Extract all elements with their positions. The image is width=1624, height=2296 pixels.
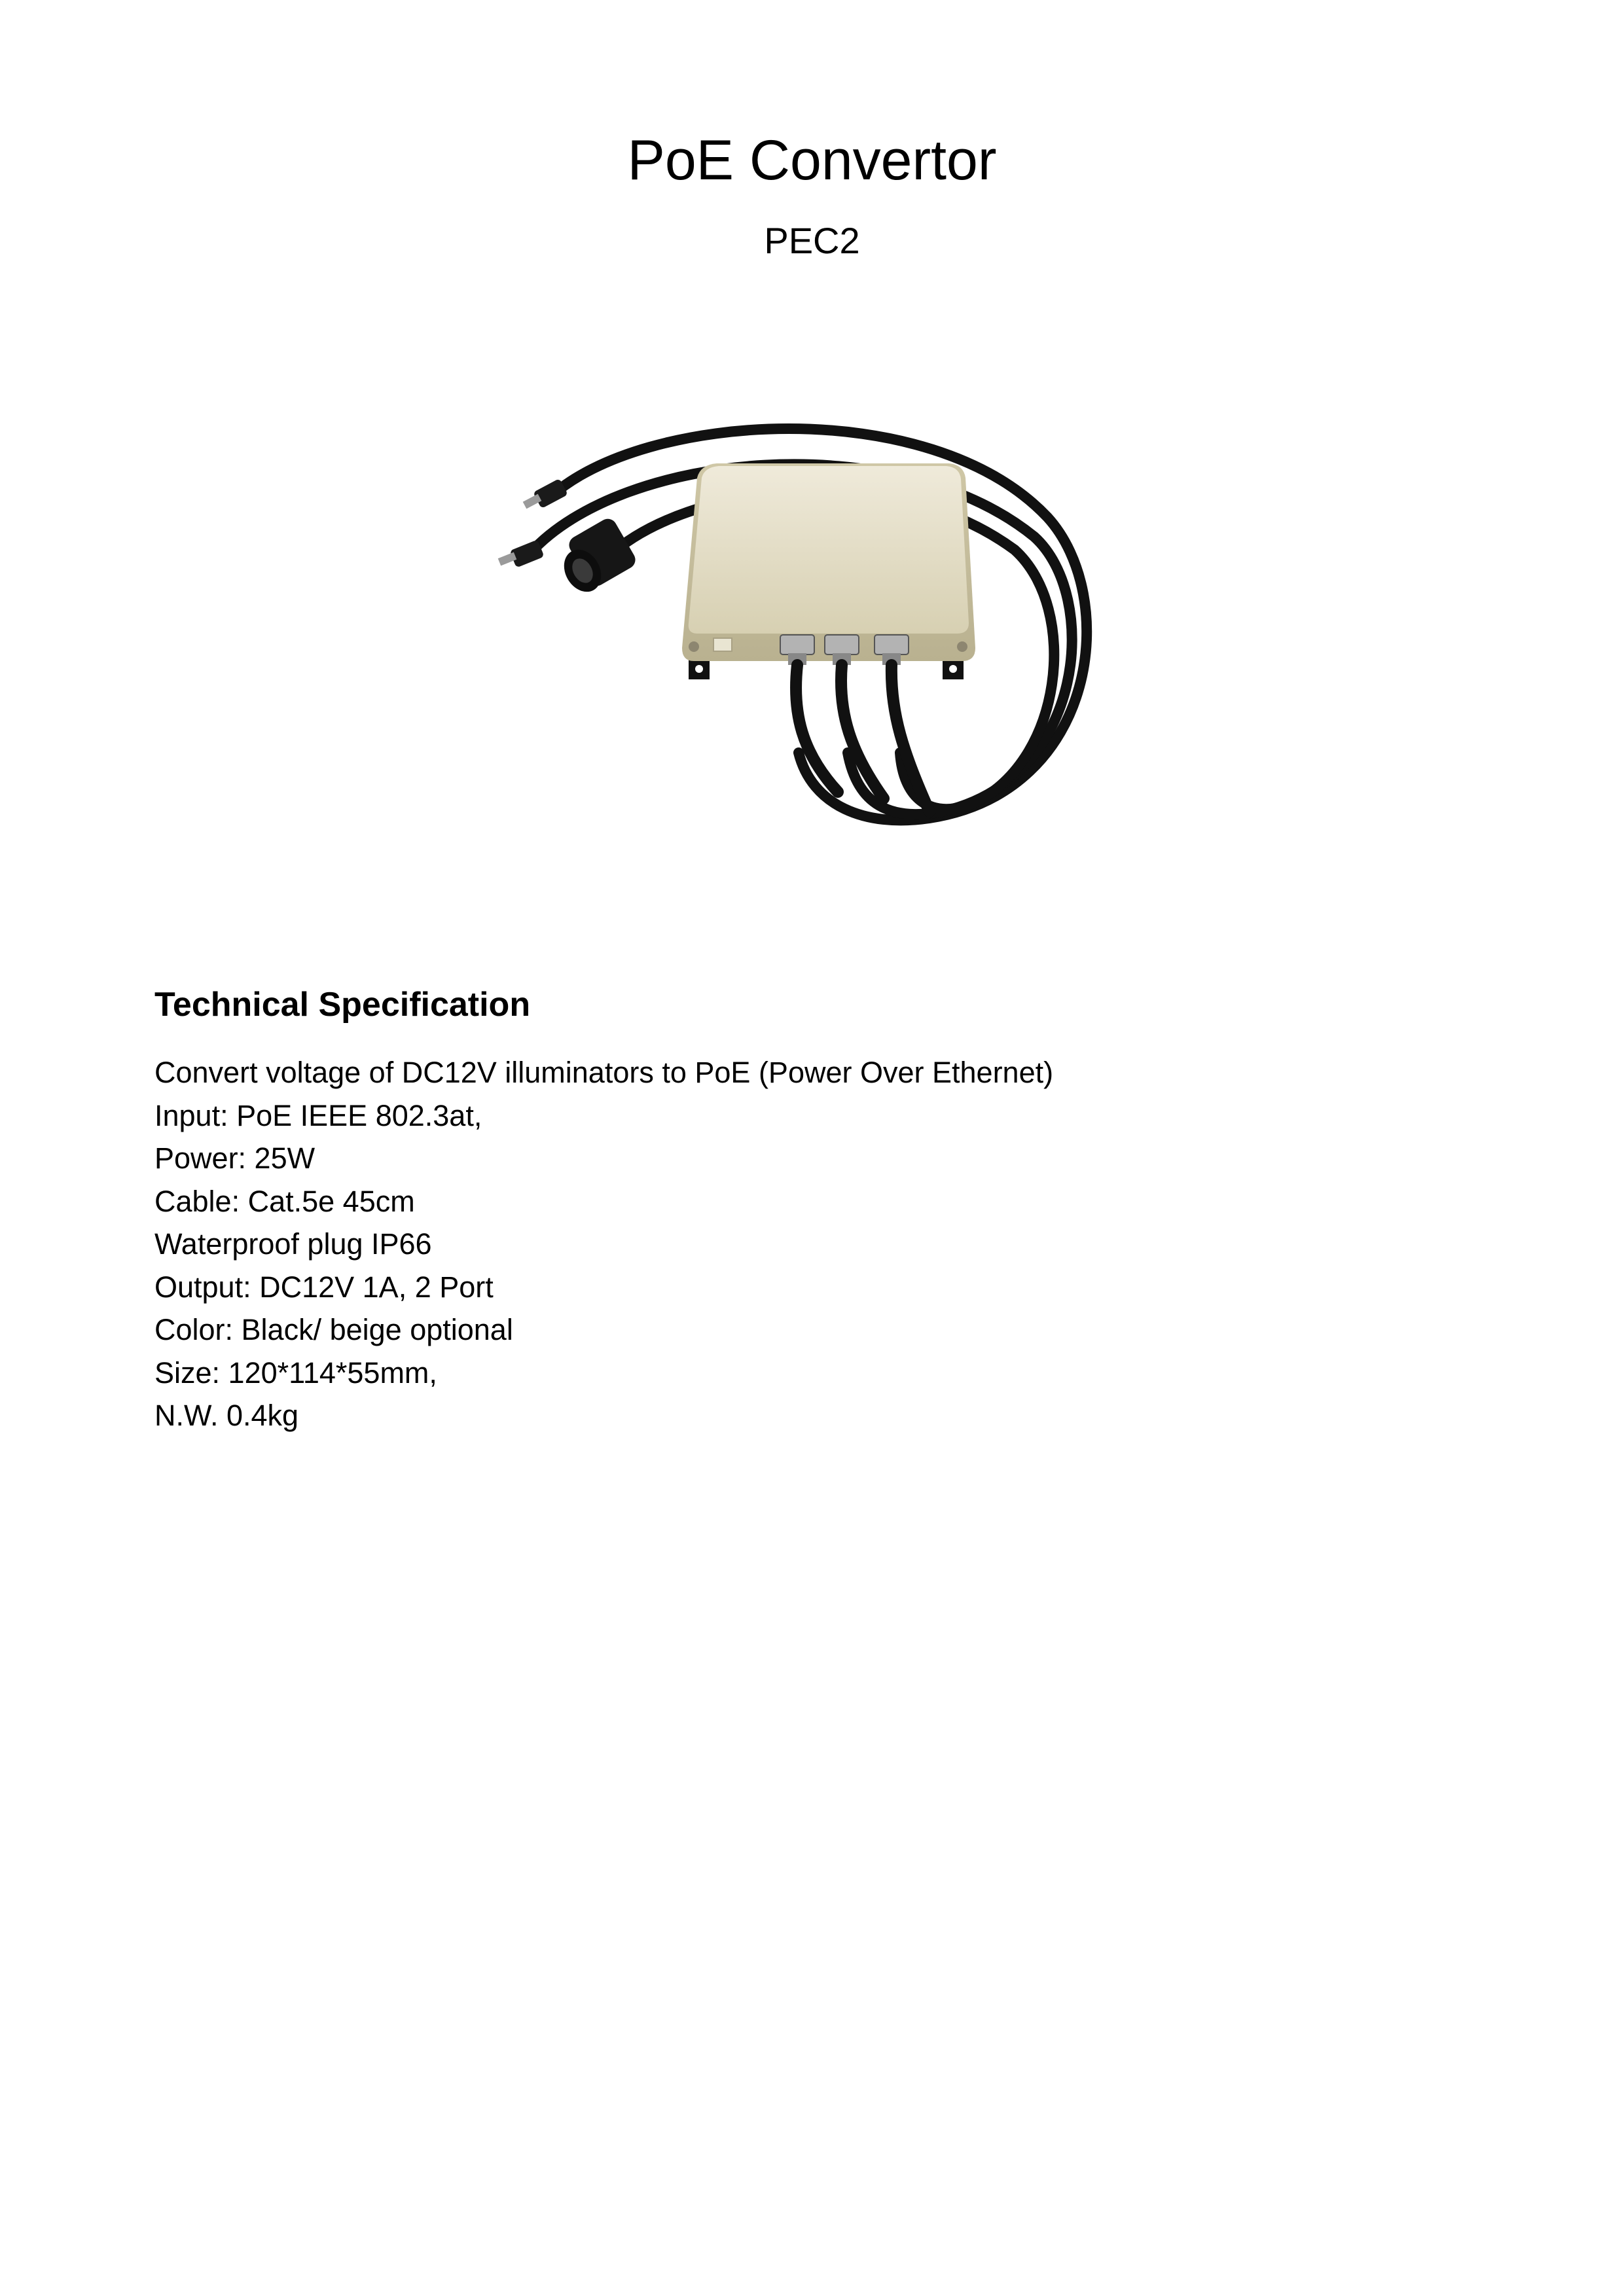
spec-line: Cable: Cat.5e 45cm (154, 1184, 415, 1218)
spec-line: Output: DC12V 1A, 2 Port (154, 1270, 494, 1304)
enclosure (682, 463, 975, 661)
product-photo (471, 386, 1126, 857)
spec-heading: Technical Specification (154, 986, 531, 1024)
model-number: PEC2 (764, 220, 860, 261)
dc-plug-2 (498, 539, 545, 567)
spec-list (154, 1051, 1053, 1437)
spec-line: Power: 25W (154, 1141, 316, 1175)
waterproof-connector (556, 516, 638, 599)
spec-line: Convert voltage of DC12V illuminators to PoE (Power Over Ethernet) (154, 1056, 1054, 1089)
spec-line: Waterproof plug IP66 (154, 1227, 432, 1261)
document-title: PoE Convertor (627, 129, 997, 192)
spec-line: Input: PoE IEEE 802.3at, (154, 1098, 482, 1132)
spec-line: Size: 120*114*55mm, (154, 1355, 437, 1390)
spec-line: Color: Black/ beige optional (154, 1313, 513, 1346)
spec-line: N.W. 0.4kg (154, 1399, 299, 1432)
dc-plug-1 (523, 478, 568, 509)
